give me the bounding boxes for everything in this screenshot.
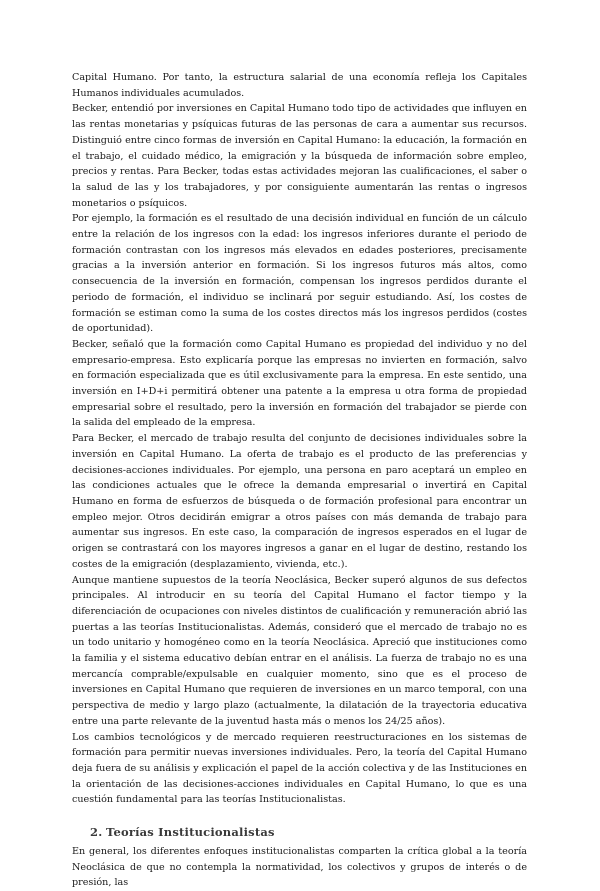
document-page [72, 70, 527, 891]
paragraph-training-example: Por ejemplo, la formación es el resultado de una decisión individual en función de un cálculo entre la relación de los ingresos con la edad: los ingresos inferiores durante el periodo de formación contrastan con los ingresos más elevados en edades posteriores, precisamente gracias a la inversión anterior en formación. Si los ingresos futuros más altos, como consecuencia de la inversión en formación, compensan los ingresos perdidos durante el periodo de formación, el individuo se inclinará por seguir estudiando. Así, los costes de formación se estiman como la suma de los costes directos más los ingresos perdidos (costes de oportunidad). [72, 213, 527, 335]
paragraph-technological-changes: Los cambios tecnológicos y de mercado requieren reestructuraciones en los sistemas de formación para permitir nuevas inversiones individuales. Pero, la teoría del Capital Humano deja fuera de su análisis y explicación el papel de la acción colectiva y de las Instituciones en la orientación de las decisiones-acciones individuales en Capital Humano, lo que es una cuestión fundamental para las teorías Institucionalistas. [72, 731, 527, 806]
section-number: 2. [90, 825, 103, 840]
paragraph-institutionalist-intro: En general, los diferentes enfoques institucionalistas comparten la crítica global a la teoría Neoclásica de que no contempla la normatividad, los colectivos y grupos de interés o de presión, las [72, 846, 527, 889]
paragraph-becker-investments: Becker, entendió por inversiones en Capital Humano todo tipo de actividades que influyen en las rentas monetarias y psíquicas futuras de las personas de cara a aumentar sus recursos. Distinguió entre cinco formas de inversión en Capital Humano: la educación, la formación en el trabajo, el cuidado médico, la emigración y la búsqueda de información sobre empleo, precios y rentas. Para Becker, todas estas actividades mejoran las cualificaciones, el saber o la salud de las y los trabajadores, y por consiguiente aumentarán las rentas o ingresos monetarios o psíquicos. [72, 103, 527, 209]
paragraph-training-ownership: Becker, señaló que la formación como Capital Humano es propiedad del individuo y no del empresario-empresa. Esto explicaría porque las empresas no invierten en formación, salvo en formación especializada que es útil exclusivamente para la empresa. En este sentido, una inversión en I+D+i permitirá obtener una patente a la empresa u otra forma de propiedad empresarial sobre el resultado, pero la inversión en formación del trabajador se pierde con la salida del empleado de la empresa. [72, 338, 527, 429]
paragraph-neoclassical-assumptions: Aunque mantiene supuestos de la teoría Neoclásica, Becker superó algunos de sus defectos principales. Al introducir en su teoría del Capital Humano el factor tiempo y la diferenciación de ocupaciones con niveles distintos de cualificación y remuneración abrió las puertas a las teorías Institucionalistas. Además, consideró que el mercado de trabajo no es un todo unitario y homogéneo como en la teoría Neoclásica. Apreció que instituciones como la familia y el sistema educativo debían entrar en el análisis. La fuerza de trabajo no es una mercancía comprable/expulsable en cualquier momento, sino que es el proceso de inversiones en Capital Humano que requieren de inversiones en un marco temporal, con una perspectiva de medio y largo plazo (actualmente, la dilatación de la trayectoria educativa entre una parte relevante de la juventud hasta más o menos los 24/25 años). [72, 574, 527, 727]
section-title: Teorías Institucionalistas [106, 825, 275, 840]
paragraph-labour-market: Para Becker, el mercado de trabajo resulta del conjunto de decisiones individuales sobre la inversión en Capital Humano. La oferta de trabajo es el producto de las preferencias y decisiones-acciones individuales. Por ejemplo, una persona en paro aceptará un empleo en las condiciones actuales que le ofrece la demanda empresarial o invertirá en Capital Humano en forma de esfuerzos de búsqueda o de formación profesional para encontrar un empleo mejor. Otros decidirán emigrar a otros países con más demanda de trabajo para aumentar sus ingresos. En este caso, la comparación de ingresos esperados en el lugar de origen se contrastará con los mayores ingresos a ganar en el lugar de destino, restando los costes de la emigración (desplazamiento, vivienda, etc.). [72, 433, 527, 570]
section-heading [90, 822, 527, 842]
paragraph-human-capital-salary: Capital Humano. Por tanto, la estructura salarial de una economía refleja los Capitales Humanos individuales acumulados. [72, 72, 527, 99]
